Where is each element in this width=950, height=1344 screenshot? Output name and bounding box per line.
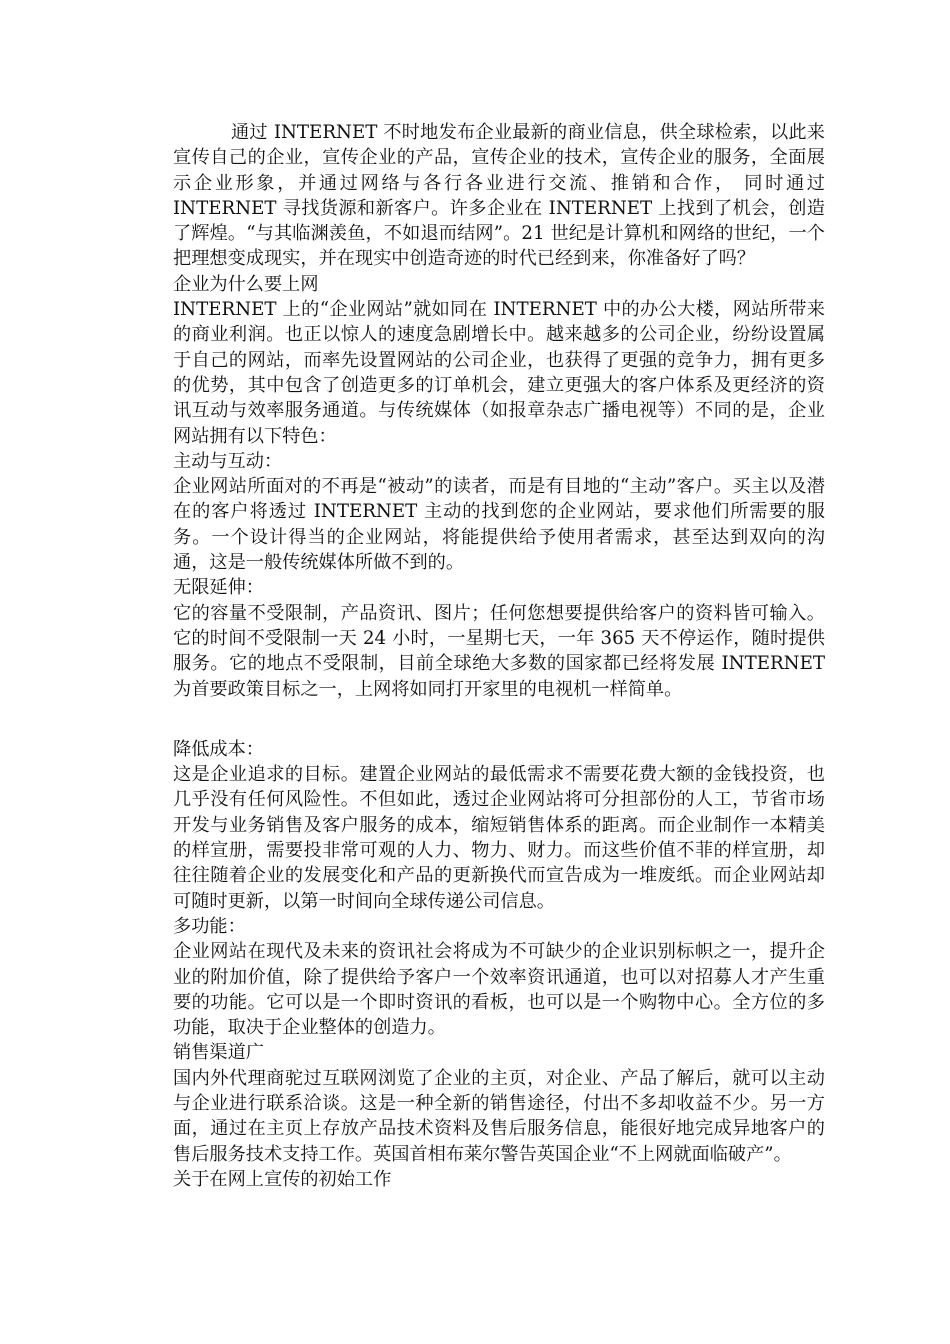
paragraph-channels: 国内外代理商驼过互联网浏览了企业的主页，对企业、产品了解后，就可以主动与企业进行联系洽谈。这是一种全新的销售途径，付出不多却收益不少。另一方面，通过在主页上存放产品技术资料及售后服务信息，能很好地完成异地客户的售后服务技术支持工作。英国首相布莱尔警告英国企业“不上网就面临破产”。 [173,1067,825,1165]
heading-interactive: 主动与互动： [173,450,283,472]
heading-why-online: 企业为什么要上网 [173,273,319,295]
paragraph-unlimited: 它的容量不受限制，产品资讯、图片；任何您想要提供给客户的资料皆可输入。它的时间不受限制一天 24 小时，一星期七天，一年 365 天不停运作，随时提供服务。它的地点不受限制，目前全球绝大多数的国家都已经将发展 INTERNET 为首要政策目标之一，上网将如同打开家里的电视机一样简单。 [173,602,825,700]
intro-paragraph: 通过 INTERNET 不时地发布企业最新的商业信息，供全球检索，以此来宣传自己的企业，宣传企业的产品，宣传企业的技术，宣传企业的服务，全面展示企业形象，并通过网络与各行各业进行交流、推销和合作， 同时通过 INTERNET 寻找货源和新客户。许多企业在 INTERNET 上找到了机会，创造了辉煌。“与其临渊羡鱼，不如退而结网”。21 世纪是计算机和网络的世纪，一个把理想变成现实，并在现实中创造奇迹的时代已经到来，你准备好了吗？ [173,122,825,270]
document-page [173,120,825,1192]
paragraph-why-online: INTERNET 上的“企业网站”就如同在 INTERNET 中的办公大楼，网站所带来的商业利润。也正以惊人的速度急剧增长中。越来越多的公司企业，纷纷设置属于自己的网站，而率先设置网站的公司企业，也获得了更强的竞争力，拥有更多的优势，其中包含了创造更多的订单机会，建立更强大的客户体系及更经济的资讯互动与效率服务通道。与传统媒体（如报章杂志广播电视等）不同的是，企业网站拥有以下特色： [173,299,825,447]
heading-multifunction: 多功能： [173,915,246,937]
paragraph-interactive: 企业网站所面对的不再是“被动”的读者，而是有目地的“主动”客户。买主以及潜在的客户将透过 INTERNET 主动的找到您的企业网站，要求他们所需要的服务。一个设计得当的企业网站，将能提供给予使用者需求，甚至达到双向的沟通，这是一般传统媒体所做不到的。 [173,476,825,574]
paragraph-multifunction: 企业网站在现代及未来的资讯社会将成为不可缺少的企业识别标帜之一，提升企业的附加价值，除了提供给予客户一个效率资讯通道，也可以对招募人才产生重要的功能。它可以是一个即时资讯的看板，也可以是一个购物中心。全方位的多功能，取决于企业整体的创造力。 [173,941,825,1039]
heading-initial-work: 关于在网上宣传的初始工作 [173,1168,392,1190]
paragraph-cost: 这是企业追求的目标。建置企业网站的最低需求不需要花费大额的金钱投资，也几乎没有任何风险性。不但如此，透过企业网站将可分担部份的人工，节省市场开发与业务销售及客户服务的成本，缩短销售体系的距离。而企业制作一本精美的样宣册，需要投非常可观的人力、物力、财力。而这些价值不菲的样宣册，却往往随着企业的发展变化和产品的更新换代而宣告成为一堆废纸。而企业网站却可随时更新，以第一时间向全球传递公司信息。 [173,764,825,912]
blank-line [173,702,825,737]
heading-cost: 降低成本： [173,738,264,760]
heading-channels: 销售渠道广 [173,1042,264,1064]
heading-unlimited: 无限延伸： [173,577,264,599]
